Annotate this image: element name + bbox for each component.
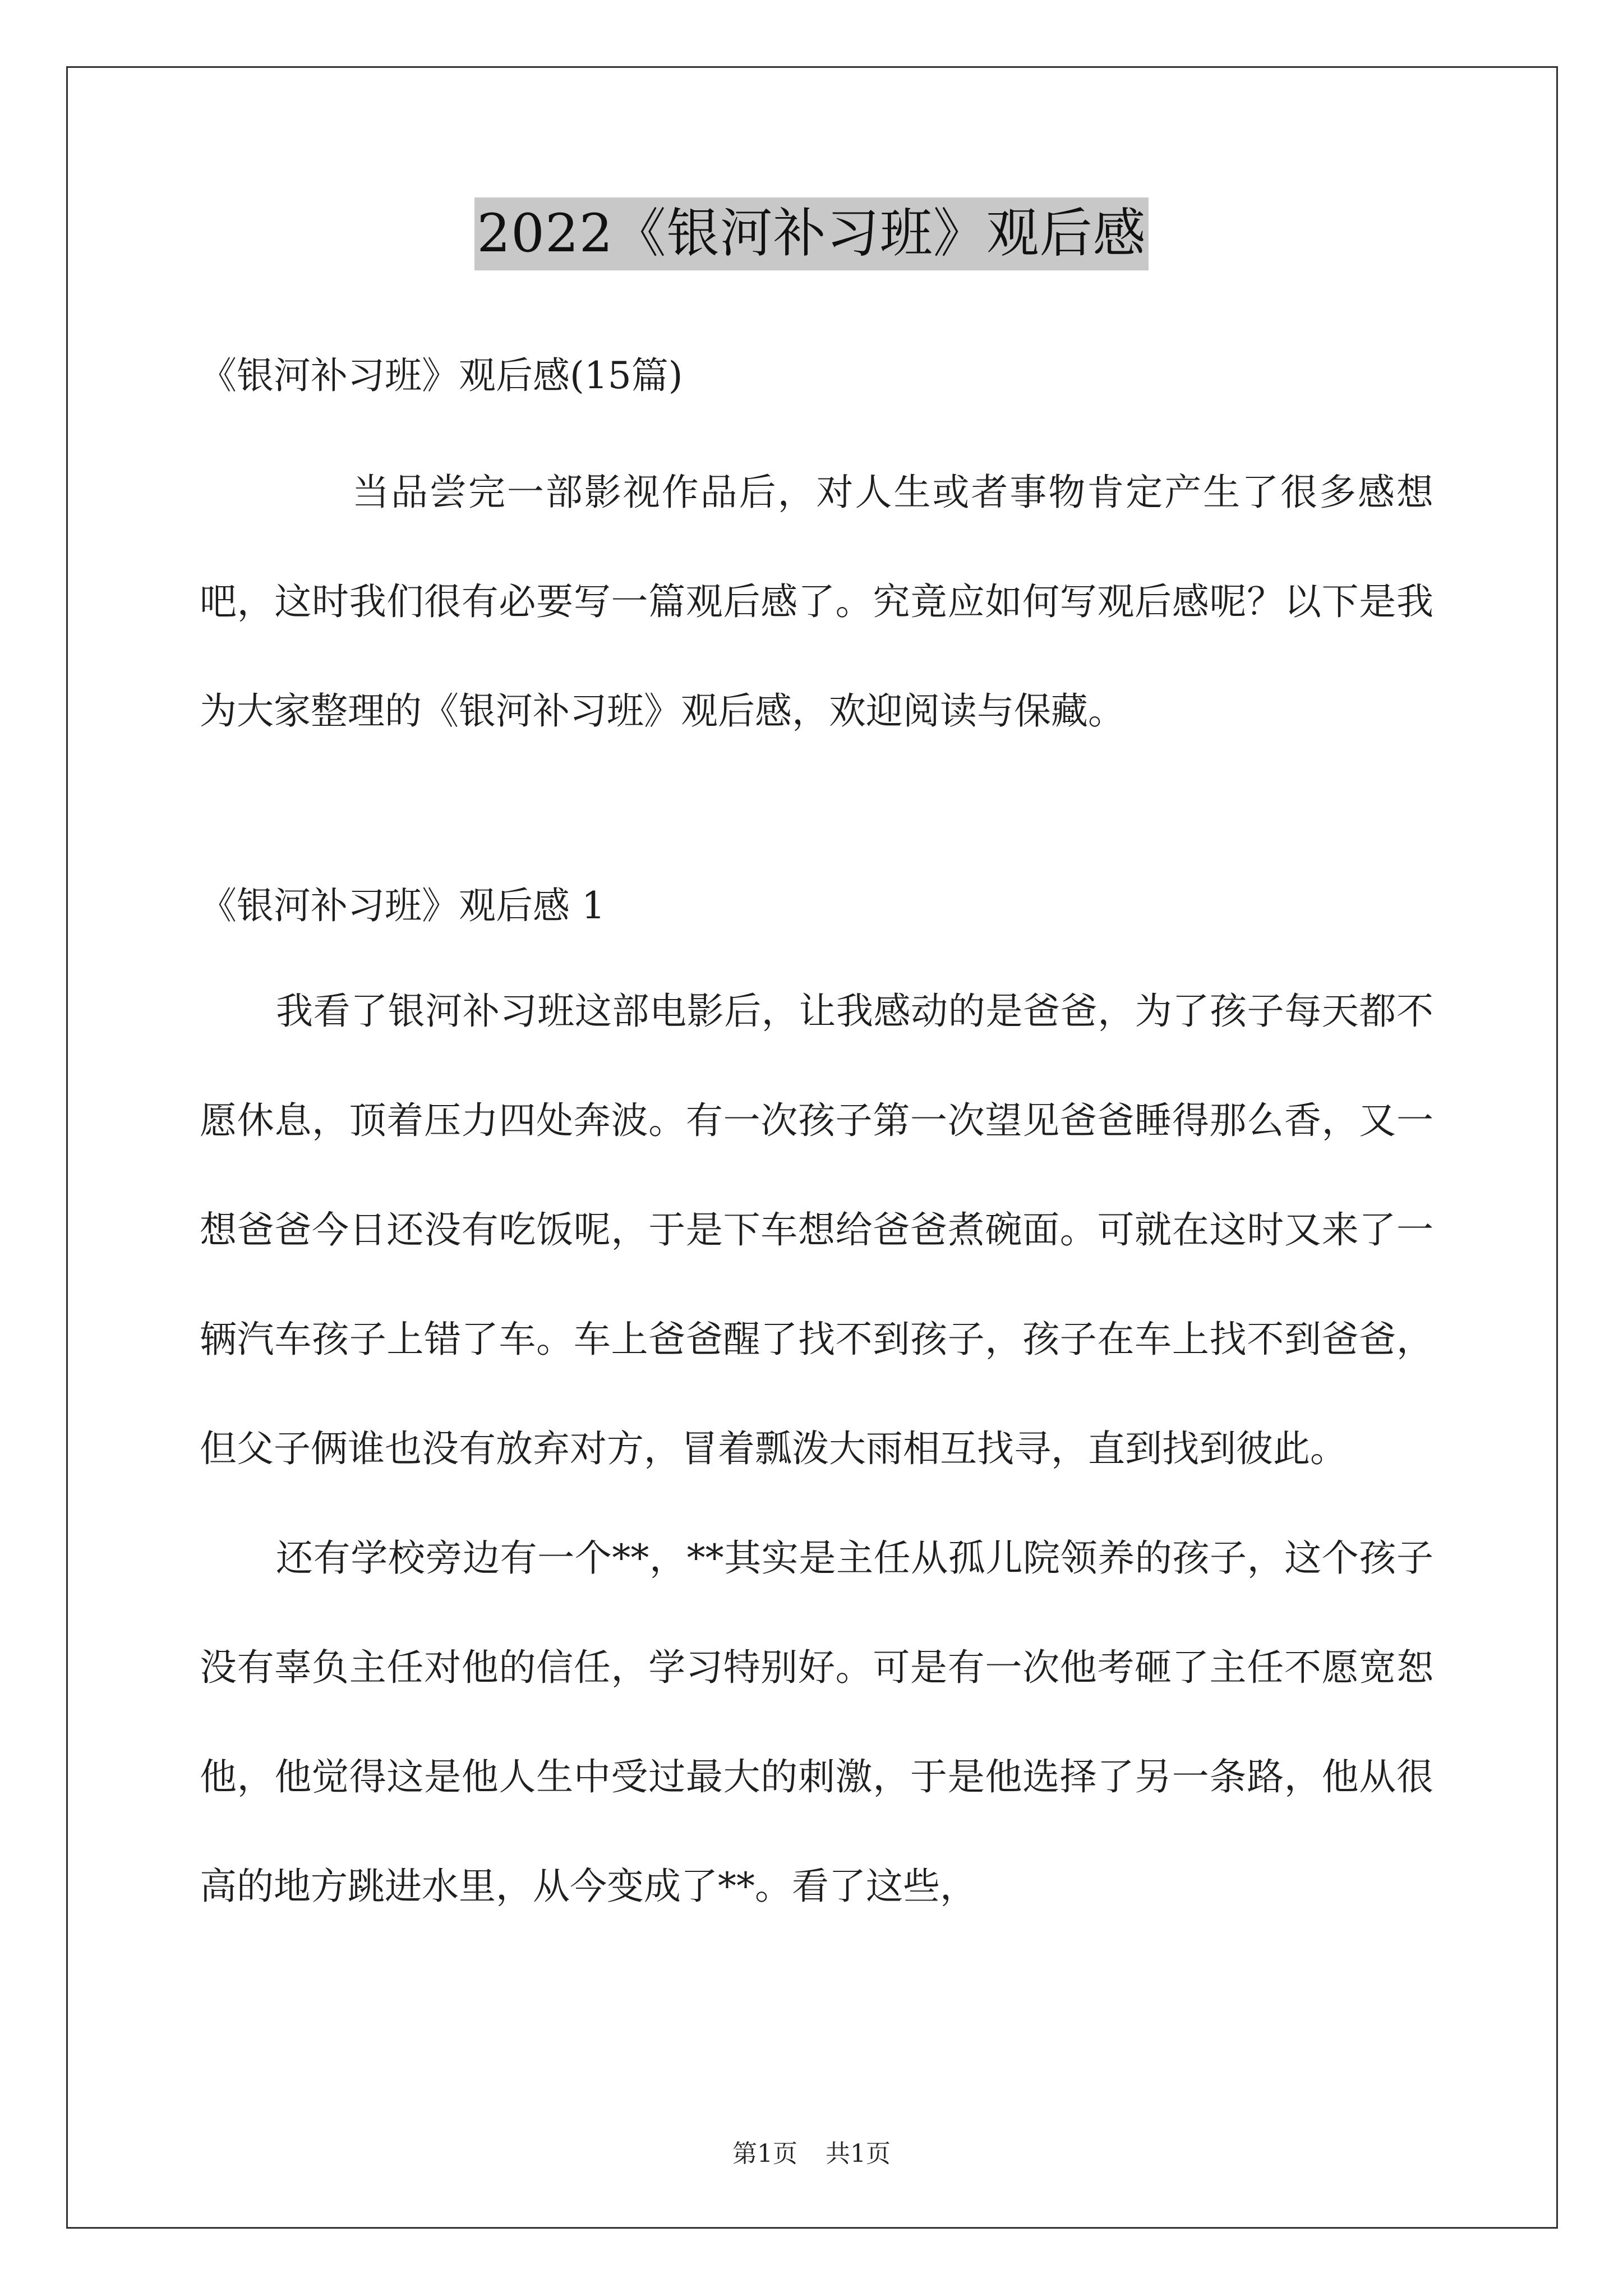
section-heading: 《银河补习班》观后感 1 [200,884,605,927]
document-title: 2022《银河补习班》观后感 [474,197,1148,270]
page-number-total: 共1页 [826,2139,891,2168]
intro-paragraph: 当品尝完一部影视作品后，对人生或者事物肯定产生了很多感想吧，这时我们很有必要写一篇观后感了。究竟应如何写观后感呢？以下是我为大家整理的《银河补习班》观后感，欢迎阅读与保藏。 [200,471,1433,733]
document-subtitle: 《银河补习班》观后感(15篇) [200,354,683,397]
document-body [200,337,1433,1941]
page-number-current: 第1页 [732,2139,797,2168]
page-footer [0,2137,1623,2171]
body-paragraph-1: 我看了银河补习班这部电影后，让我感动的是爸爸，为了孩子每天都不愿休息，顶着压力四处奔波。有一次孩子第一次望见爸爸睡得那么香，又一想爸爸今日还没有吃饭呢，于是下车想给爸爸煮碗面。可就在这时又来了一辆汽车孩子上错了车。车上爸爸醒了找不到孩子，孩子在车上找不到爸爸，但父子俩谁也没有放弃对方，冒着瓢泼大雨相互找寻，直到找到彼此。 [200,990,1433,1470]
title-container [0,197,1623,270]
body-paragraph-2: 还有学校旁边有一个**，**其实是主任从孤儿院领养的孩子，这个孩子没有辜负主任对他的信任，学习特别好。可是有一次他考砸了主任不愿宽恕他，他觉得这是他人生中受过最大的刺激，于是他选择了另一条路，他从很高的地方跳进水里，从今变成了**。看了这些， [200,1536,1433,1908]
